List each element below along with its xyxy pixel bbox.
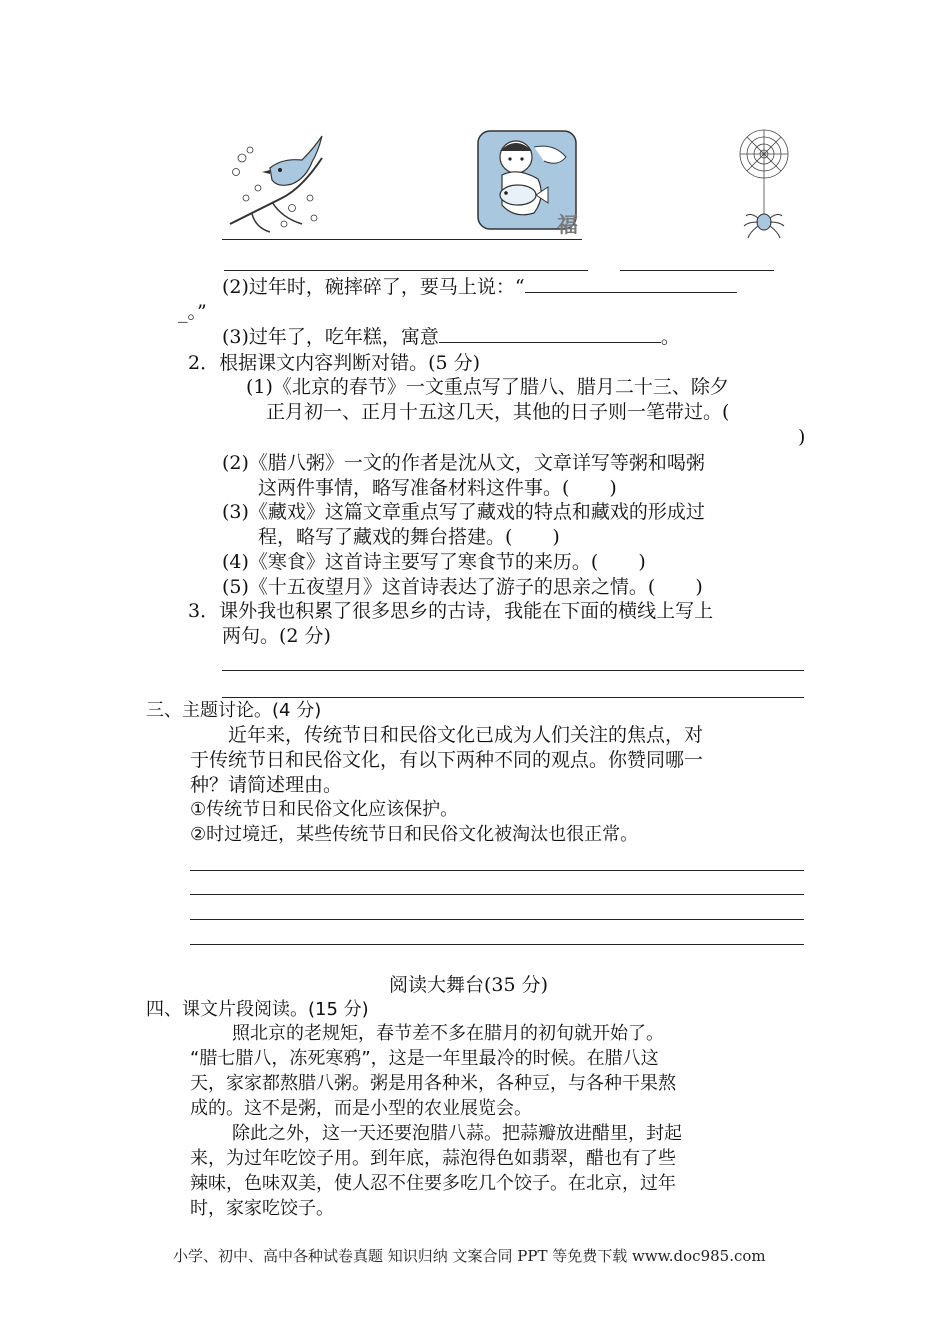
q2-item1-close[interactable]: ) [798,426,806,448]
section3-answer-line-3[interactable] [190,919,804,920]
passage-line-6: 来，为过年吃饺子用。到年底，蒜泡得色如翡翠，醋也有了些 [190,1148,676,1169]
q2-item4: (4)《寒食》这首诗主要写了寒食节的来历。( ) [222,551,646,573]
section3-answer-line-2[interactable] [190,894,804,895]
passage-line-4: 成的。这不是粥，而是小型的农业展览会。 [190,1098,532,1119]
q3-answer-line-1[interactable] [222,670,804,671]
passage-line-3: 天，家家都熬腊八粥。粥是用各种米，各种豆，与各种干果熬 [190,1073,676,1094]
section3-option1: ①传统节日和民俗文化应该保护。 [190,799,459,820]
section3-answer-line-4[interactable] [190,944,804,945]
section3-para-line3: 种？请简述理由。 [190,774,343,796]
passage-line-2: “腊七腊八，冻死寒鸦”，这是一年里最冷的时候。在腊八这 [190,1048,659,1069]
q2-item1-line2: 正月初一、正月十五这几天，其他的日子则一笔带过。( [266,401,730,423]
q2-item2-line2: 这两件事情，略写准备材料这件事。( ) [258,477,617,499]
q2-heading: 2．根据课文内容判断对错。(5 分) [188,352,481,374]
section3-para-line1: 近年来，传统节日和民俗文化已成为人们关注的焦点，对 [228,724,704,746]
section3-title: 三、主题讨论。(4 分) [146,700,322,721]
q2-item3-line2: 程，略写了藏戏的舞台搭建。( ) [258,526,560,548]
section3-answer-line-1[interactable] [190,870,804,871]
passage-line-5: 除此之外，这一天还要泡腊八蒜。把蒜瓣放进醋里，封起 [232,1123,682,1144]
fu-character: 福 [557,212,578,237]
reading-stage-title: 阅读大舞台(35 分) [389,974,549,996]
section4-title: 四、课文片段阅读。(15 分) [146,999,369,1020]
answer-line-1[interactable] [222,239,582,240]
answer-line-3[interactable] [620,270,774,271]
q3-line1: 3．课外我也积累了很多思乡的古诗，我能在下面的横线上写上 [188,600,714,622]
passage-line-7: 辣味，色味双美，使人忍不住要多吃几个饺子。在北京，过年 [190,1173,676,1194]
spider-web-illustration [734,126,794,242]
q1-item3-blank[interactable] [439,324,661,343]
q1-item2-blank[interactable] [525,274,737,293]
q1-item3: (3)过年了，吃年糕，寓意 。 [222,326,680,348]
magpie-plum-illustration [222,128,328,240]
q1-item2-end: _。” [178,301,207,323]
q3-line2: 两句。(2 分) [222,625,331,647]
q2-item2-line1: (2)《腊八粥》一文的作者是沈从文，文章详写等粥和喝粥 [222,452,705,474]
passage-line-1: 照北京的老规矩，春节差不多在腊月的初旬就开始了。 [232,1023,664,1044]
q2-item5: (5)《十五夜望月》这首诗表达了游子的思亲之情。( ) [222,576,703,598]
answer-line-2[interactable] [224,270,588,271]
q1-item2: (2)过年时，碗摔碎了，要马上说：“ [222,274,737,300]
section3-para-line2: 于传统节日和民俗文化，有以下两种不同的观点。你赞同哪一 [190,749,704,771]
passage-line-8: 时，家家吃饺子。 [190,1198,334,1219]
q2-item1-line1: (1)《北京的春节》一文重点写了腊八、腊月二十三、除夕 [246,376,729,398]
footer-text: 小学、初中、高中各种试卷真题 知识归纳 文案合同 PPT 等免费下载 www.doc985.com [173,1247,766,1265]
q2-item3-line1: (3)《藏戏》这篇文章重点写了藏戏的特点和藏戏的形成过 [222,501,705,523]
section3-option2: ②时过境迁，某些传统节日和民俗文化被淘汰也很正常。 [190,824,639,845]
